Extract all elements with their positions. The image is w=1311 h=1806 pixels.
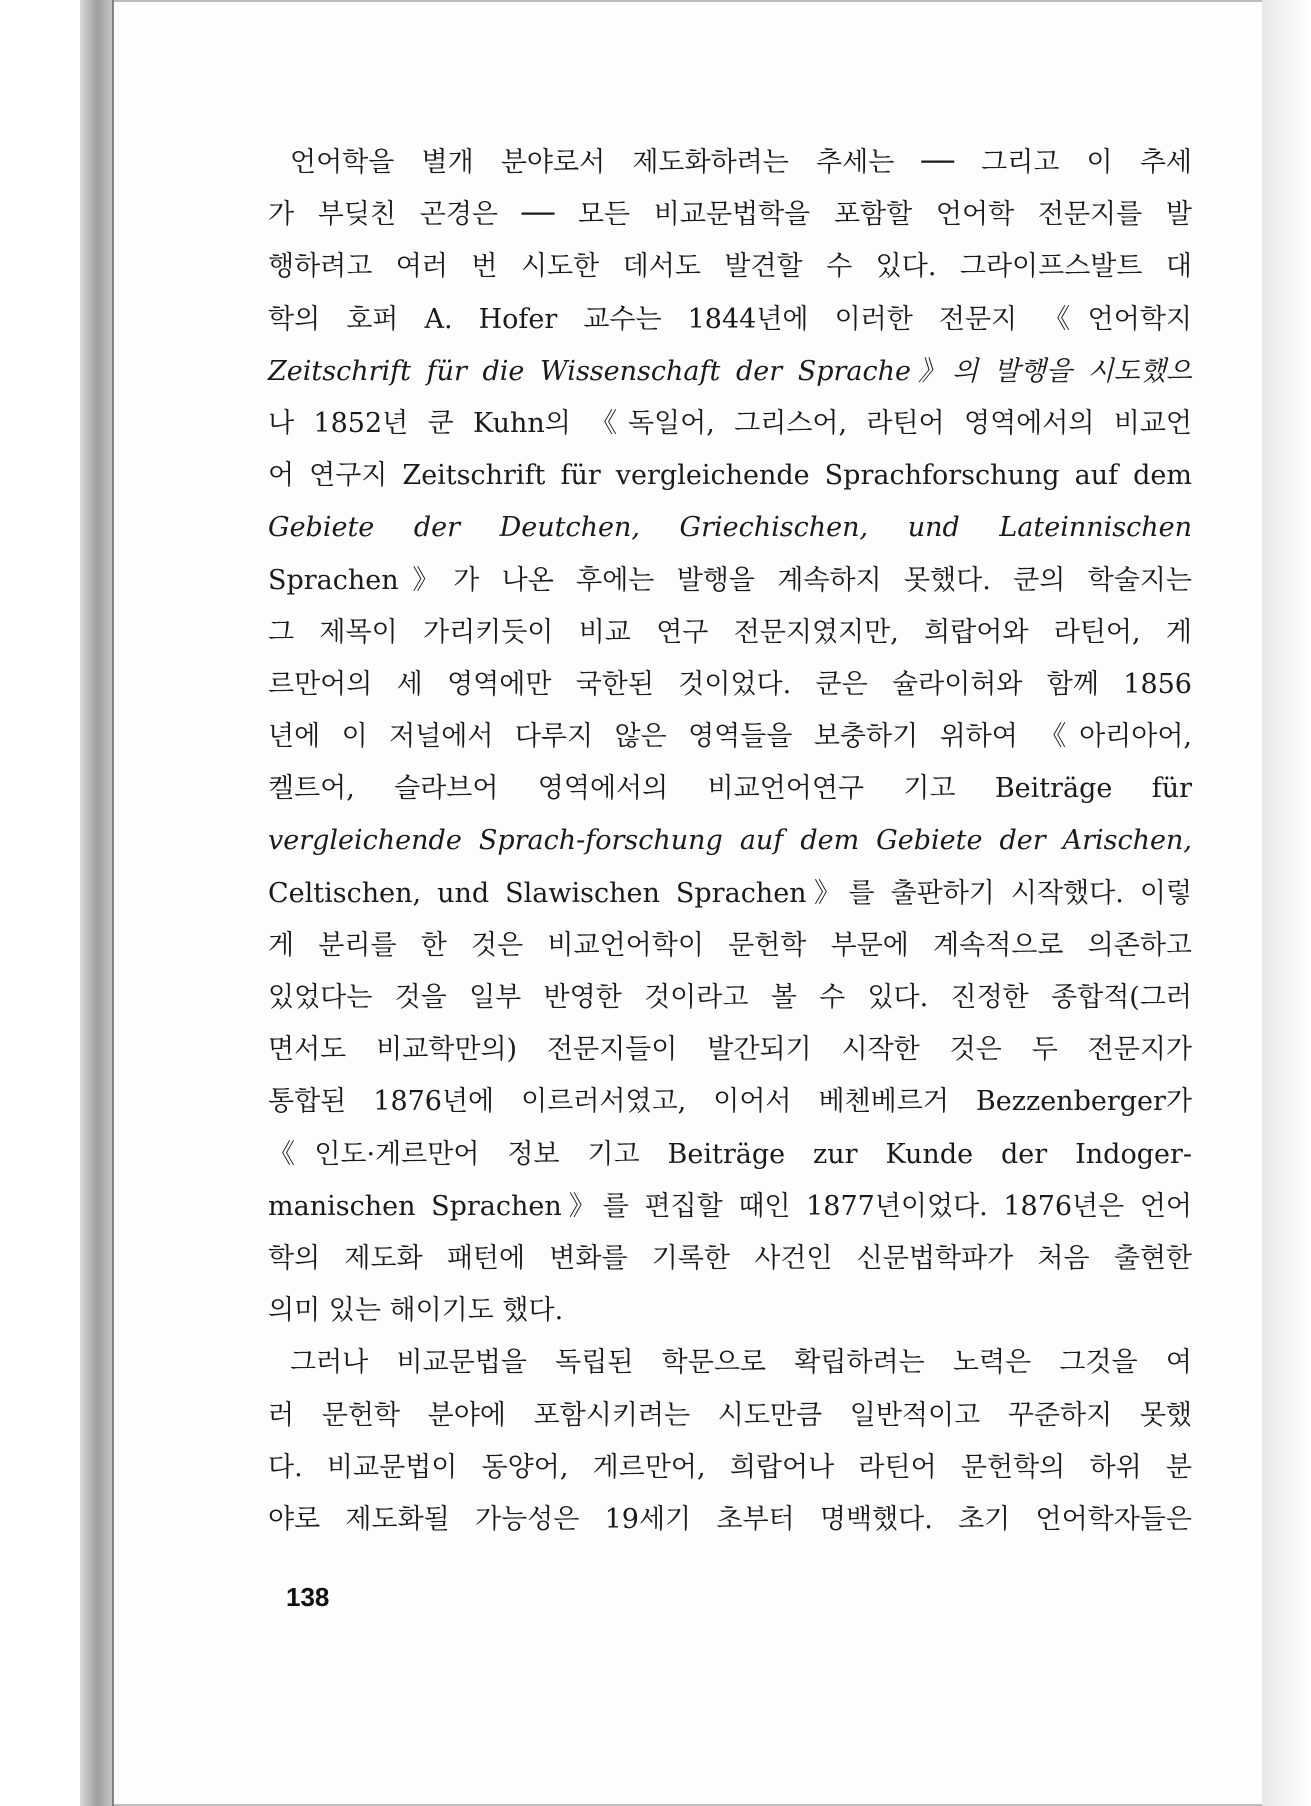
text-line: 켈트어, 슬라브어 영역에서의 비교언어연구 기고 Beiträge für [268,773,1192,805]
page-right-shadow [1262,0,1311,1806]
text-line: 어 연구지 Zeitschrift für vergleichende Sprachforschung auf dem [268,460,1192,492]
text-line: 나 1852년 쿤 Kuhn의 《독일어, 그리스어, 라틴어 영역에서의 비교언 [268,407,1192,439]
text-line: 언어학을 별개 분야로서 제도화하려는 추세는 ── 그리고 이 추세 [290,147,1192,178]
text-line: 그 제목이 가리키듯이 비교 연구 전문지였지만, 희랍어와 라틴어, 게 [268,616,1192,648]
page-number: 138 [286,1582,330,1612]
body-text [268,137,1192,1546]
text-line: Gebiete der Deutchen, Griechischen, und Lateinnischen [268,512,1192,544]
text-line: 의미 있는 해이기도 했다. [268,1295,564,1327]
text-line: 면서도 비교학만의) 전문지들이 발간되기 시작한 것은 두 전문지가 [268,1034,1192,1066]
text-line: 가 부딪친 곤경은 ── 모든 비교문법학을 포함할 언어학 전문지를 발 [268,199,1192,231]
text-line: 학의 제도화 패턴에 변화를 기록한 사건인 신문법학파가 처음 출현한 [268,1242,1192,1274]
text-line: 학의 호퍼 A. Hofer 교수는 1844년에 이러한 전문지 《언어학지 [268,303,1192,335]
text-line: 러 문헌학 분야에 포함시키려는 시도만큼 일반적이고 꾸준하지 못했 [268,1399,1192,1431]
text-line: 행하려고 여러 번 시도한 데서도 발견할 수 있다. 그라이프스발트 대 [268,251,1192,283]
text-line: 다. 비교문법이 동양어, 게르만어, 희랍어나 라틴어 문헌학의 하위 분 [268,1451,1192,1483]
paragraph-2 [268,1337,1192,1546]
text-line: Sprachen》가 나온 후에는 발행을 계속하지 못했다. 쿤의 학술지는 [268,564,1192,596]
paragraph-1 [268,137,1192,1337]
text-line: 있었다는 것을 일부 반영한 것이라고 볼 수 있다. 진정한 종합적(그러 [268,982,1192,1013]
text-line: manischen Sprachen》를 편집할 때인 1877년이었다. 1876년은 언어 [268,1190,1192,1222]
book-spine [80,0,113,1806]
text-line: vergleichende Sprach-forschung auf dem Gebiete der Arischen, [268,825,1192,857]
text-line: Zeitschrift für die Wissenschaft der Sprache》의 발행을 시도했으 [268,355,1192,387]
text-line: 통합된 1876년에 이르러서였고, 이어서 베첸베르거 Bezzenberger가 [268,1086,1192,1118]
text-line: Celtischen, und Slawischen Sprachen》를 출판하기 시작했다. 이렇 [268,877,1192,909]
text-line: 《인도·게르만어 정보 기고 Beiträge zur Kunde der Indoger- [268,1138,1192,1170]
text-line: 그러나 비교문법을 독립된 학문으로 확립하려는 노력은 그것을 여 [290,1347,1192,1379]
text-line: 게 분리를 한 것은 비교언어학이 문헌학 부문에 계속적으로 의존하고 [268,929,1192,961]
text-line: 야로 제도화될 가능성은 19세기 초부터 명백했다. 초기 언어학자들은 [268,1503,1192,1535]
text-line: 년에 이 저널에서 다루지 않은 영역들을 보충하기 위하여 《아리아어, [268,721,1192,753]
text-line: 르만어의 세 영역에만 국한된 것이었다. 쿤은 슐라이허와 함께 1856 [268,668,1192,700]
